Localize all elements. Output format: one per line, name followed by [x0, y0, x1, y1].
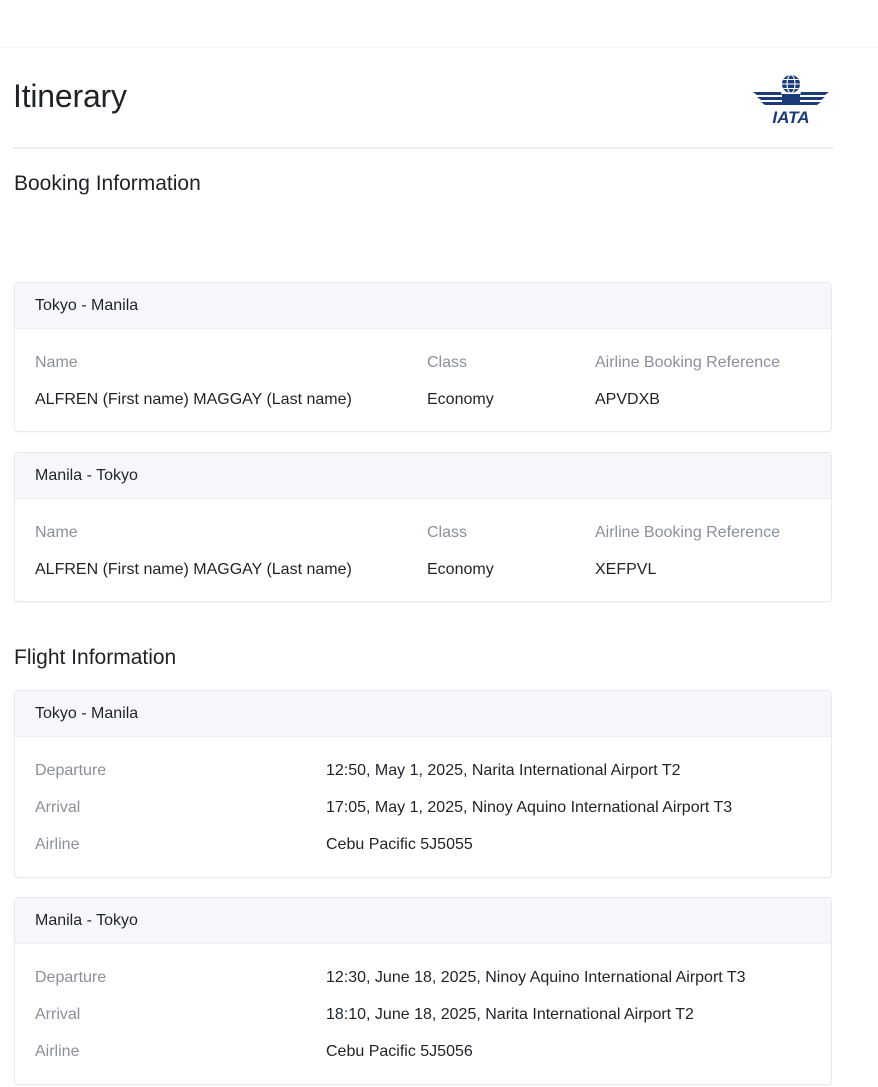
passenger-name: ALFREN (First name) MAGGAY (Last name) — [35, 561, 352, 578]
name-label: Name — [35, 524, 78, 541]
passenger-name: ALFREN (First name) MAGGAY (Last name) — [35, 391, 352, 408]
flight-card — [14, 897, 832, 1085]
departure-value: 12:50, May 1, 2025, Narita International Airport T2 — [326, 762, 681, 779]
flight-info-title: Flight Information — [14, 646, 177, 669]
page-header — [13, 60, 833, 149]
name-label: Name — [35, 354, 78, 371]
flight-card-route: Manila - Tokyo — [15, 898, 831, 944]
departure-label: Departure — [35, 969, 107, 986]
logo-text: IATA — [772, 108, 810, 127]
arrival-label: Arrival — [35, 1006, 81, 1023]
globe-icon — [782, 75, 800, 93]
iata-logo — [751, 72, 831, 128]
reference-label: Airline Booking Reference — [595, 524, 780, 541]
top-bar — [0, 0, 878, 48]
class-label: Class — [427, 524, 468, 541]
arrival-label: Arrival — [35, 799, 81, 816]
flight-card — [14, 690, 832, 878]
airline-label: Airline — [35, 836, 80, 853]
booking-reference[interactable]: XEFPVL — [595, 561, 657, 578]
arrival-value: 18:10, June 18, 2025, Narita International Airport T2 — [326, 1006, 694, 1023]
travel-class: Economy — [427, 561, 494, 578]
airline-label: Airline — [35, 1043, 80, 1060]
arrival-value: 17:05, May 1, 2025, Ninoy Aquino International Airport T3 — [326, 799, 733, 816]
booking-card — [14, 282, 832, 432]
reference-label: Airline Booking Reference — [595, 354, 780, 371]
travel-class: Economy — [427, 391, 494, 408]
departure-value: 12:30, June 18, 2025, Ninoy Aquino International Airport T3 — [326, 969, 746, 986]
class-label: Class — [427, 354, 468, 371]
airline-value: Cebu Pacific 5J5055 — [326, 836, 473, 853]
flight-card-route: Tokyo - Manila — [15, 691, 831, 737]
booking-reference[interactable]: APVDXB — [595, 391, 660, 408]
booking-card — [14, 452, 832, 602]
booking-card-route: Manila - Tokyo — [15, 453, 831, 499]
departure-label: Departure — [35, 762, 107, 779]
booking-card-route: Tokyo - Manila — [15, 283, 831, 329]
booking-info-title: Booking Information — [14, 172, 201, 195]
airline-value: Cebu Pacific 5J5056 — [326, 1043, 473, 1060]
wings-icon — [753, 92, 829, 105]
page-title: Itinerary — [13, 78, 127, 114]
